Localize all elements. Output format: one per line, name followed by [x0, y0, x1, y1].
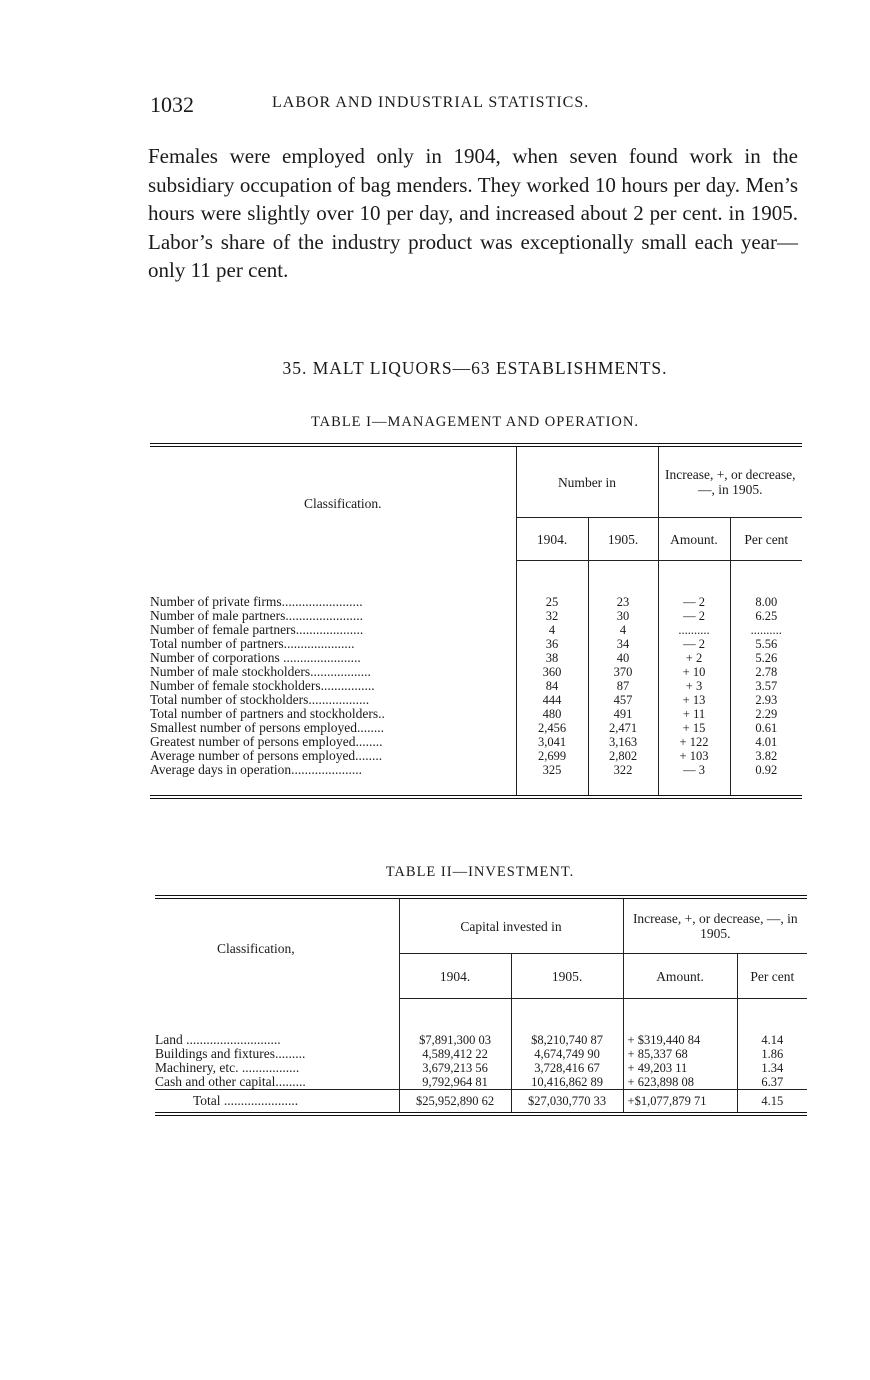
value-amount: — 3	[658, 763, 730, 777]
table-row	[150, 651, 802, 665]
value-amount: — 2	[658, 609, 730, 623]
table-row	[155, 1047, 807, 1061]
value-1904: 3,679,213 56	[399, 1061, 511, 1075]
value-per-cent: 2.93	[730, 693, 802, 707]
section-title: 35. MALT LIQUORS—63 ESTABLISHMENTS.	[282, 358, 668, 378]
value-per-cent: 6.37	[737, 1075, 807, 1090]
total-1905: $27,030,770 33	[511, 1090, 623, 1115]
value-1905: 4	[588, 623, 658, 637]
row-label: Cash and other capital.........	[155, 1075, 306, 1089]
value-1905: 3,163	[588, 735, 658, 749]
value-per-cent: 3.82	[730, 749, 802, 763]
table2-header-amount: Amount.	[623, 954, 737, 999]
value-per-cent: 5.56	[730, 637, 802, 651]
value-amount: ..........	[658, 623, 730, 637]
value-1904: 32	[516, 609, 588, 623]
value-amount: — 2	[658, 637, 730, 651]
table-row	[155, 1075, 807, 1090]
value-1904: 2,456	[516, 721, 588, 735]
value-1905: 10,416,862 89	[511, 1075, 623, 1090]
value-per-cent: 3.57	[730, 679, 802, 693]
row-label: Land ............................	[155, 1033, 281, 1047]
table2-header-capital: Capital invested in	[399, 897, 623, 954]
table1-title: TABLE I—MANAGEMENT AND OPERATION.	[310, 414, 639, 430]
value-amount: + 10	[658, 665, 730, 679]
value-per-cent: 5.26	[730, 651, 802, 665]
value-1904: 38	[516, 651, 588, 665]
value-1904: 36	[516, 637, 588, 651]
value-amount: + 85,337 68	[623, 1047, 737, 1061]
table-row	[150, 609, 802, 623]
table-row	[155, 1033, 807, 1047]
table2-header-1904: 1904.	[399, 954, 511, 999]
investment-table	[155, 895, 807, 1116]
row-label: Average number of persons employed........	[150, 749, 383, 763]
value-1905: 370	[588, 665, 658, 679]
table1-header-1904: 1904.	[516, 518, 588, 561]
management-operation-table	[150, 443, 802, 799]
value-amount: + 623,898 08	[623, 1075, 737, 1090]
table-row	[150, 735, 802, 749]
table2-header-increase: Increase, +, or decrease, —, in 1905.	[623, 897, 807, 954]
value-1905: 2,471	[588, 721, 658, 735]
value-1905: 3,728,416 67	[511, 1061, 623, 1075]
value-1905: 30	[588, 609, 658, 623]
value-per-cent: 4.01	[730, 735, 802, 749]
value-per-cent: 0.92	[730, 763, 802, 777]
table1-header-1905: 1905.	[588, 518, 658, 561]
value-1904: 9,792,964 81	[399, 1075, 511, 1090]
value-amount: + 2	[658, 651, 730, 665]
total-amount: +$1,077,879 71	[623, 1090, 737, 1115]
running-head: LABOR AND INDUSTRIAL STATISTICS.	[272, 94, 590, 111]
table-row	[150, 623, 802, 637]
row-label: Greatest number of persons employed........	[150, 735, 383, 749]
table-row	[155, 1061, 807, 1075]
table-row	[150, 665, 802, 679]
table-row	[150, 679, 802, 693]
row-label: Buildings and fixtures.........	[155, 1047, 306, 1061]
table1-header-classification: Classification.	[303, 496, 382, 512]
value-1904: 84	[516, 679, 588, 693]
value-amount: + 49,203 11	[623, 1061, 737, 1075]
value-1904: 480	[516, 707, 588, 721]
row-label: Total number of partners.....................	[150, 637, 355, 651]
row-label: Number of female partners....................	[150, 623, 364, 637]
table2-header-classification: Classification,	[217, 941, 295, 957]
value-1904: 2,699	[516, 749, 588, 763]
value-amount: + $319,440 84	[623, 1033, 737, 1047]
value-amount: + 3	[658, 679, 730, 693]
value-1904: 360	[516, 665, 588, 679]
value-per-cent: 2.78	[730, 665, 802, 679]
value-1905: 491	[588, 707, 658, 721]
row-label: Number of male partners.......................	[150, 609, 363, 623]
table1-header-increase: Increase, +, or decrease, —, in 1905.	[658, 445, 802, 518]
table-row	[150, 637, 802, 651]
value-1905: 457	[588, 693, 658, 707]
value-1904: 4	[516, 623, 588, 637]
value-1904: 25	[516, 595, 588, 609]
table1-header-number-in: Number in	[516, 445, 658, 518]
value-1905: $8,210,740 87	[511, 1033, 623, 1047]
value-per-cent: 1.86	[737, 1047, 807, 1061]
row-label: Machinery, etc. .................	[155, 1061, 300, 1075]
value-amount: + 15	[658, 721, 730, 735]
value-amount: + 122	[658, 735, 730, 749]
value-1904: $7,891,300 03	[399, 1033, 511, 1047]
total-per-cent: 4.15	[737, 1090, 807, 1115]
value-per-cent: 0.61	[730, 721, 802, 735]
table-row	[150, 595, 802, 609]
row-label: Average days in operation.....................	[150, 763, 362, 777]
page-number: 1032	[150, 92, 194, 117]
value-per-cent: 6.25	[730, 609, 802, 623]
table1-header-per-cent: Per cent	[730, 518, 802, 561]
value-amount: + 11	[658, 707, 730, 721]
table-row	[150, 749, 802, 763]
value-amount: — 2	[658, 595, 730, 609]
value-1904: 325	[516, 763, 588, 777]
value-amount: + 103	[658, 749, 730, 763]
value-1905: 4,674,749 90	[511, 1047, 623, 1061]
value-per-cent: 2.29	[730, 707, 802, 721]
row-label: Smallest number of persons employed........	[150, 721, 384, 735]
value-1904: 444	[516, 693, 588, 707]
body-paragraph: Females were employed only in 1904, when seven found work in the subsidiary occupation of bag menders. They worked 10 hours per day. Men’s hours were slightly over 10 per day, and increased about 2 per cent. in 1905. Labor’s share of the industry product was exceptionally small each year—only 11 per cent.	[148, 144, 798, 282]
table2-header-per-cent: Per cent	[737, 954, 807, 999]
table2-title: TABLE II—INVESTMENT.	[385, 864, 575, 880]
value-1904: 4,589,412 22	[399, 1047, 511, 1061]
value-1905: 34	[588, 637, 658, 651]
total-1904: $25,952,890 62	[399, 1090, 511, 1115]
value-1905: 322	[588, 763, 658, 777]
value-1905: 2,802	[588, 749, 658, 763]
total-label: Total ......................	[155, 1090, 399, 1115]
table-row	[150, 763, 802, 777]
value-1904: 3,041	[516, 735, 588, 749]
value-per-cent: ..........	[730, 623, 802, 637]
page-header	[150, 92, 810, 120]
value-1905: 23	[588, 595, 658, 609]
value-amount: + 13	[658, 693, 730, 707]
value-1905: 87	[588, 679, 658, 693]
value-per-cent: 4.14	[737, 1033, 807, 1047]
row-label: Number of corporations .......................	[150, 651, 361, 665]
table-row	[150, 707, 802, 721]
row-label: Number of female stockholders................	[150, 679, 375, 693]
row-label: Total number of stockholders..................	[150, 693, 370, 707]
value-1905: 40	[588, 651, 658, 665]
value-per-cent: 8.00	[730, 595, 802, 609]
table1-header-amount: Amount.	[658, 518, 730, 561]
row-label: Number of private firms........................	[150, 595, 363, 609]
row-label: Total number of partners and stockholders..	[150, 707, 385, 721]
table-row	[150, 693, 802, 707]
total-row	[155, 1090, 807, 1115]
table-row	[150, 721, 802, 735]
value-per-cent: 1.34	[737, 1061, 807, 1075]
row-label: Number of male stockholders..................	[150, 665, 371, 679]
table2-header-1905: 1905.	[511, 954, 623, 999]
